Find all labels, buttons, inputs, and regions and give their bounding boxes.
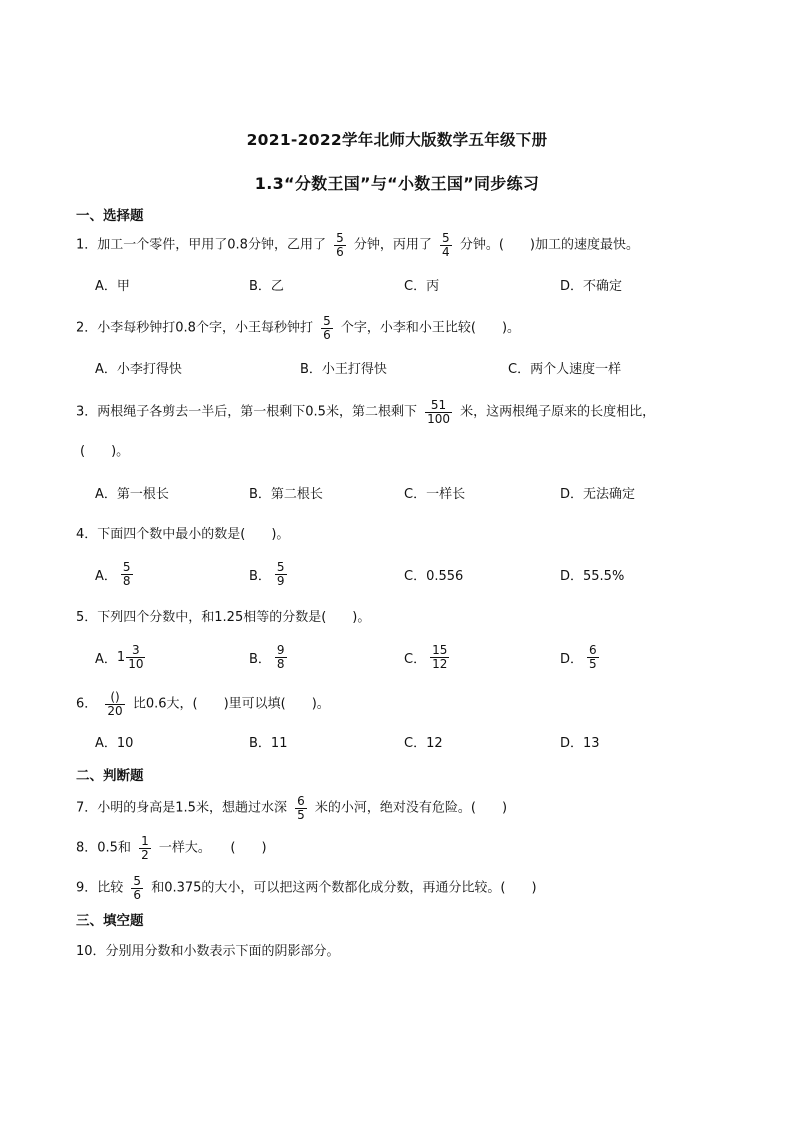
q1-fraction-2 xyxy=(440,232,452,259)
q5-option-a-whole: 1 xyxy=(116,649,126,665)
q6-fraction-denominator: 20 xyxy=(107,704,123,718)
q2-text-part1: 2．小李每秒钟打0.8个字，小王每秒钟打 xyxy=(76,320,313,336)
q1-text-part2: 分钟，丙用了 xyxy=(353,237,432,253)
q2-option-a[interactable]: A．小李打得快 xyxy=(95,361,182,377)
q2-option-b[interactable]: B．小王打得快 xyxy=(300,361,387,377)
q1-fraction-1-numerator: 5 xyxy=(336,231,344,245)
q5-option-b[interactable] xyxy=(249,644,291,670)
q6-option-c[interactable]: C．12 xyxy=(404,735,443,751)
worksheet-subtitle: 1.3“分数王国”与“小数王国”同步练习 xyxy=(254,174,540,193)
q5-option-a-mixed-number xyxy=(117,644,150,671)
q5-option-b-denominator: 8 xyxy=(276,656,285,671)
q9-fraction-numerator: 5 xyxy=(133,874,142,888)
question-3 xyxy=(76,399,655,426)
q1-options xyxy=(0,271,794,297)
q1-fraction-1-denominator: 6 xyxy=(336,245,344,259)
q5-option-a[interactable] xyxy=(95,644,149,670)
question-9 xyxy=(76,875,537,902)
q5-option-c-numerator: 15 xyxy=(432,642,448,657)
worksheet-title: 2021-2022学年北师大版数学五年级下册 xyxy=(246,131,548,149)
q5-option-d-denominator: 5 xyxy=(589,656,597,671)
q5-option-c-denominator: 12 xyxy=(432,656,448,671)
q5-option-d-label: D． xyxy=(560,651,584,667)
q6-options xyxy=(0,728,794,754)
q1-fraction-2-denominator: 4 xyxy=(442,245,450,259)
q2-fraction-denominator: 6 xyxy=(323,328,331,342)
q4-options xyxy=(0,561,794,587)
question-5: 5．下列四个分数中，和1.25相等的分数是( )。 xyxy=(76,610,371,625)
question-4: 4．下面四个数中最小的数是( )。 xyxy=(76,527,290,542)
q3-fraction-denominator: 100 xyxy=(427,412,450,426)
q3-text-part1: 3．两根绳子各剪去一半后，第一根剩下0.5米，第二根剩下 xyxy=(76,404,417,420)
q8-fraction xyxy=(139,835,151,862)
q6-text-part1: 6． xyxy=(76,696,98,712)
question-2 xyxy=(76,315,520,342)
question-7 xyxy=(76,795,507,822)
q7-text-part1: 7．小明的身高是1.5米，想趟过水深 xyxy=(76,800,287,816)
q3-answer-blank: ( )。 xyxy=(80,444,130,459)
q5-option-d-fraction xyxy=(587,644,599,671)
q1-option-d[interactable]: D．不确定 xyxy=(560,278,623,294)
section-heading-choice: 一、选择题 xyxy=(76,208,144,224)
q5-option-a-label: A． xyxy=(95,651,117,667)
q1-fraction-1 xyxy=(334,232,346,259)
q9-text-part1: 9．比较 xyxy=(76,880,124,896)
q1-text-part1: 1．加工一个零件，甲用了0.8分钟，乙用了 xyxy=(76,237,326,253)
q3-fraction xyxy=(425,399,452,426)
q5-option-a-fraction xyxy=(126,644,145,671)
q5-option-c-fraction xyxy=(430,644,449,671)
q3-option-d[interactable]: D．无法确定 xyxy=(560,486,636,502)
q4-option-d[interactable]: D．55.5% xyxy=(560,568,625,584)
q9-fraction-denominator: 6 xyxy=(133,888,142,902)
q5-option-b-label: B． xyxy=(249,651,271,667)
q8-fraction-denominator: 2 xyxy=(141,848,149,862)
q6-option-d[interactable]: D．13 xyxy=(560,735,600,751)
q4-option-c[interactable]: C．0.556 xyxy=(404,568,464,584)
q4-option-a-numerator: 5 xyxy=(122,559,131,574)
q4-option-a[interactable] xyxy=(95,561,137,587)
q1-option-b[interactable]: B．乙 xyxy=(249,278,284,294)
q1-fraction-2-numerator: 5 xyxy=(442,231,450,245)
question-10: 10．分别用分数和小数表示下面的阴影部分。 xyxy=(76,944,340,959)
q5-option-b-numerator: 9 xyxy=(276,642,285,657)
q2-fraction xyxy=(321,315,333,342)
q4-option-a-denominator: 8 xyxy=(122,573,131,588)
q5-option-d-numerator: 6 xyxy=(589,642,597,657)
q4-option-b-numerator: 5 xyxy=(276,559,285,574)
q9-text-part2: 和0.375的大小，可以把这两个数都化成分数，再通分比较。( ) xyxy=(151,880,537,896)
q3-option-c[interactable]: C．一样长 xyxy=(404,486,466,502)
q2-option-c[interactable]: C．两个人速度一样 xyxy=(508,361,622,377)
section-heading-judge: 二、判断题 xyxy=(76,768,144,784)
q4-option-b[interactable] xyxy=(249,561,291,587)
q7-fraction xyxy=(295,795,307,822)
q7-fraction-numerator: 6 xyxy=(297,794,305,808)
q6-fraction xyxy=(105,691,124,718)
q1-option-a[interactable]: A．甲 xyxy=(95,278,130,294)
q5-option-c-label: C． xyxy=(404,651,427,667)
q5-option-b-fraction xyxy=(275,644,287,671)
q5-option-c[interactable] xyxy=(404,644,453,670)
q9-fraction xyxy=(131,875,143,902)
question-1 xyxy=(76,232,639,259)
q8-text-part2: 一样大。 ( ) xyxy=(158,840,267,856)
section-heading-fill: 三、填空题 xyxy=(76,913,144,929)
q6-option-b[interactable]: B．11 xyxy=(249,735,288,751)
q1-text-part3: 分钟。( )加工的速度最快。 xyxy=(459,237,639,253)
q5-option-a-denominator: 10 xyxy=(128,656,144,671)
q3-option-b[interactable]: B．第二根长 xyxy=(249,486,323,502)
q7-text-part2: 米的小河，绝对没有危险。( ) xyxy=(314,800,508,816)
question-8 xyxy=(76,835,267,862)
q5-options xyxy=(0,644,794,670)
q4-option-b-fraction xyxy=(275,561,287,588)
q6-option-a[interactable]: A．10 xyxy=(95,735,134,751)
q3-fraction-numerator: 51 xyxy=(430,398,447,412)
q4-option-b-denominator: 9 xyxy=(276,573,285,588)
q8-text-part1: 8．0.5和 xyxy=(76,840,131,856)
q2-options xyxy=(0,354,794,380)
q2-text-part2: 个字，小李和小王比较( )。 xyxy=(340,320,521,336)
q8-fraction-numerator: 1 xyxy=(141,834,149,848)
q7-fraction-denominator: 5 xyxy=(297,808,305,822)
q6-fraction-numerator: () xyxy=(110,690,120,704)
q6-text-part2: 比0.6大，( )里可以填( )。 xyxy=(132,696,330,712)
q4-option-a-label: A． xyxy=(95,568,117,584)
q3-option-a[interactable]: A．第一根长 xyxy=(95,486,169,502)
q3-text-part2: 米，这两根绳子原来的长度相比， xyxy=(460,404,656,420)
q5-option-d[interactable] xyxy=(560,644,603,670)
q4-option-b-label: B． xyxy=(249,568,271,584)
q1-option-c[interactable]: C．丙 xyxy=(404,278,440,294)
q2-fraction-numerator: 5 xyxy=(323,314,331,328)
q3-options xyxy=(0,479,794,505)
question-6 xyxy=(76,691,330,718)
q4-option-a-fraction xyxy=(121,561,133,588)
q5-option-a-numerator: 3 xyxy=(132,642,140,657)
